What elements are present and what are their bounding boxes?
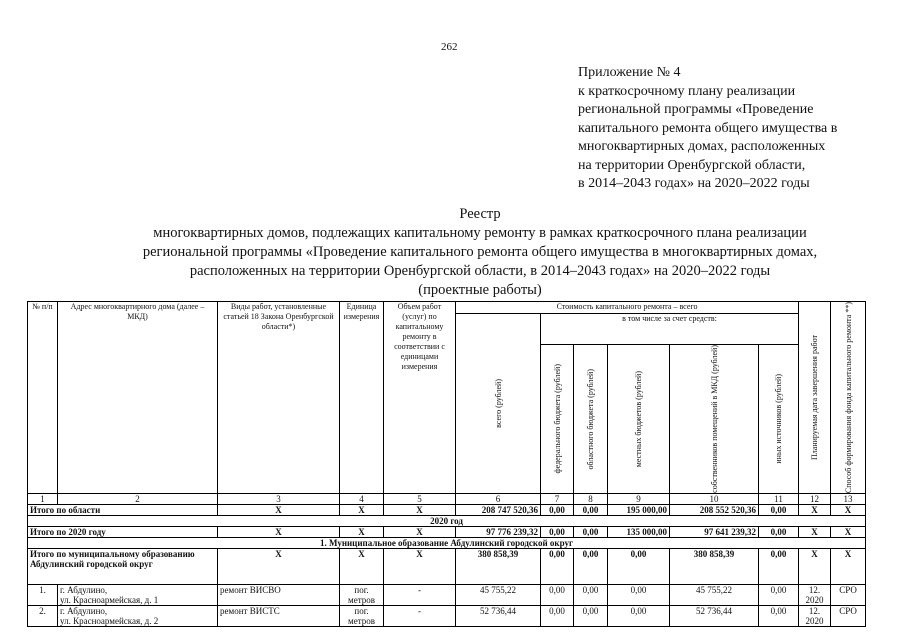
cell: Х — [218, 505, 340, 516]
cell-address: г. Абдулино, ул. Красноармейская, д. 1 — [58, 585, 218, 606]
cell-method: СРО — [831, 606, 866, 627]
table-row — [28, 585, 866, 606]
municipality-header: 1. Муниципальное образование Абдулинский городской округ — [28, 538, 866, 549]
cell-owners: 97 641 239,32 — [670, 527, 759, 538]
cell-owners: 208 552 520,36 — [670, 505, 759, 516]
cell-num: 2. — [28, 606, 58, 627]
title-line: Реестр — [459, 206, 501, 222]
header-address: Адрес многоквартирного дома (далее – МКД) — [58, 302, 218, 494]
cell-other: 0,00 — [759, 549, 799, 585]
cell-federal: 0,00 — [541, 527, 574, 538]
cell-unit: пог. метров — [340, 585, 384, 606]
col-number: 12 — [799, 494, 831, 505]
cell-total: 97 776 239,32 — [456, 527, 541, 538]
cell-federal: 0,00 — [541, 505, 574, 516]
cell-other: 0,00 — [759, 527, 799, 538]
header-local: местных бюджетов (рублей) — [608, 345, 670, 494]
municipality-total-row — [28, 549, 866, 585]
col-number: 3 — [218, 494, 340, 505]
appendix-line: капитального ремонта общего имущества в — [578, 120, 838, 136]
cell-method: Х — [831, 549, 866, 585]
cell-unit: пог. метров — [340, 606, 384, 627]
header-other: иных источников (рублей) — [759, 345, 799, 494]
cell: Х — [340, 505, 384, 516]
col-number: 9 — [608, 494, 670, 505]
title-line: (проектные работы) — [418, 282, 542, 298]
appendix-line: к краткосрочному плану реализации — [578, 83, 796, 99]
cell: Х — [384, 505, 456, 516]
appendix-line: в 2014–2043 годах» на 2020–2022 годы — [578, 176, 810, 191]
appendix-note — [578, 64, 837, 194]
header-volume: Объем работ (услуг) по капитальному ремонту в соответствии с единицами измерения — [384, 302, 456, 494]
header-unit: Единица измерения — [340, 302, 384, 494]
appendix-title: Приложение № 4 — [578, 65, 681, 80]
cell: Х — [340, 527, 384, 538]
cell-method: Х — [831, 527, 866, 538]
municipality-header-row — [28, 538, 866, 549]
title-line: многоквартирных домов, подлежащих капитальному ремонту в рамках краткосрочного плана реализации — [153, 225, 807, 241]
header-regional: областного бюджета (рублей) — [574, 345, 608, 494]
col-number: 2 — [58, 494, 218, 505]
title-line: региональной программы «Проведение капитального ремонта общего имущества в многоквартирных домах, — [142, 244, 818, 260]
document-title — [80, 205, 880, 300]
header-owners: собственников помещений в МКД (рублей) — [670, 345, 759, 494]
col-number: 7 — [541, 494, 574, 505]
row-label: Итого по 2020 году — [28, 527, 218, 538]
cell-date: 12. 2020 — [799, 585, 831, 606]
col-number: 4 — [340, 494, 384, 505]
cell-total: 208 747 520,36 — [456, 505, 541, 516]
column-numbers-row — [28, 494, 866, 505]
appendix-line: многоквартирных домах, расположенных — [578, 139, 826, 154]
cell-total: 52 736,44 — [456, 606, 541, 627]
col-number: 6 — [456, 494, 541, 505]
cell-federal: 0,00 — [541, 549, 574, 585]
cell-local: 135 000,00 — [608, 527, 670, 538]
cell-owners: 380 858,39 — [670, 549, 759, 585]
cell-volume: - — [384, 585, 456, 606]
cell: Х — [384, 549, 456, 585]
header-work-types: Виды работ, установленные статьей 18 Закона Оренбургской области*) — [218, 302, 340, 494]
cell-date: Х — [799, 527, 831, 538]
year-header-row — [28, 516, 866, 527]
cell-total: 45 755,22 — [456, 585, 541, 606]
page-number: 262 — [441, 41, 458, 53]
cell-other: 0,00 — [759, 505, 799, 516]
cell-work: ремонт ВИСТС — [218, 606, 340, 627]
cell-federal: 0,00 — [541, 585, 574, 606]
cell-regional: 0,00 — [574, 527, 608, 538]
header-total: всего (рублей) — [456, 314, 541, 494]
cell-regional: 0,00 — [574, 549, 608, 585]
header-cost-total: Стоимость капитального ремонта – всего — [456, 302, 799, 314]
header-incl: в том числе за счет средств: — [541, 314, 799, 345]
table-row — [28, 606, 866, 627]
cell-other: 0,00 — [759, 585, 799, 606]
cell-federal: 0,00 — [541, 606, 574, 627]
header-num: № п/п — [28, 302, 58, 494]
header-planned-date: Планируемая дата завершения работ — [799, 302, 831, 494]
header-fund-method: Способ формирования фонда капитального ремонта **) — [831, 302, 866, 494]
col-number: 11 — [759, 494, 799, 505]
cell-total: 380 858,39 — [456, 549, 541, 585]
cell-work: ремонт ВИСВО — [218, 585, 340, 606]
col-number: 1 — [28, 494, 58, 505]
row-label: Итого по муниципальному образованию Абдулинский городской округ — [28, 549, 218, 585]
cell: Х — [218, 527, 340, 538]
cell: Х — [384, 527, 456, 538]
cell-owners: 45 755,22 — [670, 585, 759, 606]
header-federal: федерального бюджета (рублей) — [541, 345, 574, 494]
cell-date: Х — [799, 549, 831, 585]
cell-method: Х — [831, 505, 866, 516]
cell: Х — [340, 549, 384, 585]
cell-local: 0,00 — [608, 585, 670, 606]
cell-other: 0,00 — [759, 606, 799, 627]
cell-date: 12. 2020 — [799, 606, 831, 627]
cell-local: 0,00 — [608, 549, 670, 585]
cell: Х — [218, 549, 340, 585]
year-total-row — [28, 527, 866, 538]
title-line: расположенных на территории Оренбургской области, в 2014–2043 годах» на 2020–2022 годы — [189, 263, 771, 279]
col-number: 10 — [670, 494, 759, 505]
year-header: 2020 год — [28, 516, 866, 527]
cell-volume: - — [384, 606, 456, 627]
cell-local: 195 000,00 — [608, 505, 670, 516]
col-number: 8 — [574, 494, 608, 505]
col-number: 5 — [384, 494, 456, 505]
cell-regional: 0,00 — [574, 505, 608, 516]
cell-owners: 52 736,44 — [670, 606, 759, 627]
registry-table — [27, 301, 866, 627]
cell-regional: 0,00 — [574, 606, 608, 627]
row-label: Итого по области — [28, 505, 218, 516]
appendix-line: региональной программы «Проведение — [578, 102, 814, 117]
cell-method: СРО — [831, 585, 866, 606]
appendix-line: на территории Оренбургской области, — [578, 157, 806, 173]
cell-date: Х — [799, 505, 831, 516]
cell-local: 0,00 — [608, 606, 670, 627]
cell-num: 1. — [28, 585, 58, 606]
region-total-row — [28, 505, 866, 516]
cell-regional: 0,00 — [574, 585, 608, 606]
col-number: 13 — [831, 494, 866, 505]
cell-address: г. Абдулино, ул. Красноармейская, д. 2 — [58, 606, 218, 627]
